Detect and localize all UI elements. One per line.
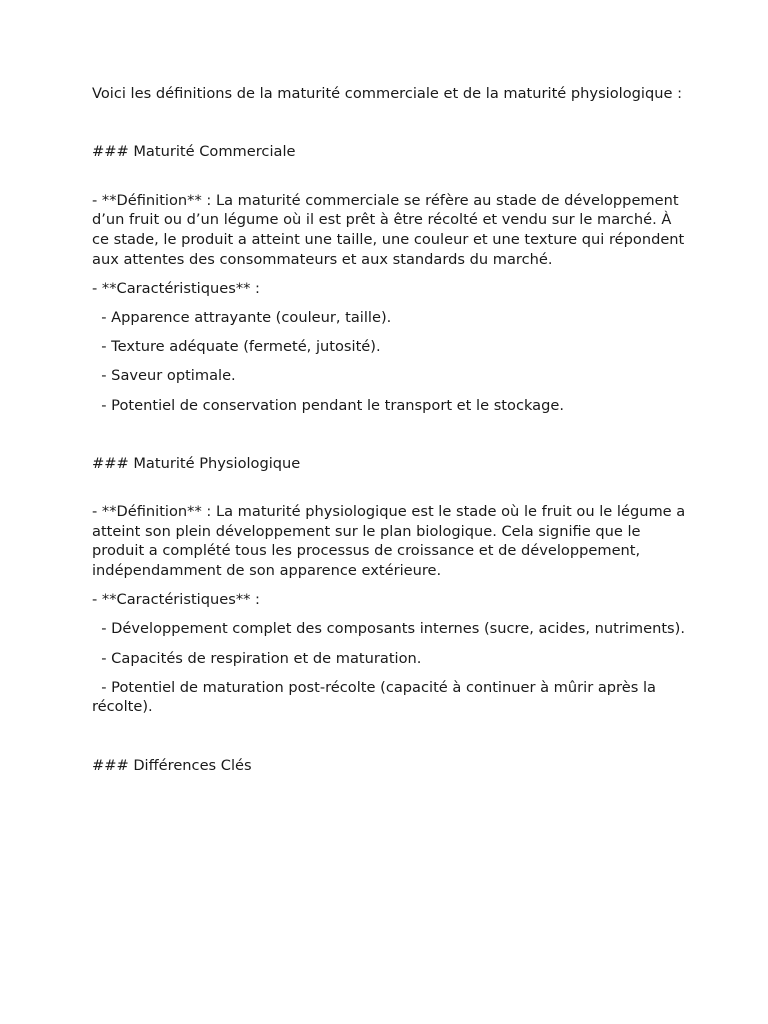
section-heading-physiologique: ### Maturité Physiologique (92, 454, 301, 472)
list-item: - Potentiel de conservation pendant le transport et le stockage. (92, 396, 564, 414)
characteristics-label-commerciale: - **Caractéristiques** : (92, 279, 260, 297)
list-item: - Texture adéquate (fermeté, jutosité). (92, 338, 381, 356)
list-item: - Apparence attrayante (couleur, taille). (92, 308, 392, 326)
spacer (92, 113, 692, 142)
characteristics-label-physiologique: - **Caractéristiques** : (92, 591, 260, 609)
spacer (92, 473, 692, 502)
list-item: - Développement complet des composants internes (sucre, acides, nutriments). (92, 620, 685, 638)
section-heading-differences: ### Différences Clés (92, 756, 252, 774)
list-item: - Capacités de respiration et de maturation. (92, 649, 422, 667)
list-item: - Potentiel de maturation post-récolte (capacité à continuer à mûrir après la récolte). (92, 678, 661, 716)
definition-commerciale: - **Définition** : La maturité commerciale se réfère au stade de développement d’un fruit ou d’un légume où il est prêt à être récolté et vendu sur le marché. À ce stade, le produit a atteint une taille, une couleur et une texture qui répondent aux attentes des consommateurs et aux standards du marché. (92, 191, 689, 268)
spacer (92, 162, 692, 191)
definition-physiologique: - **Définition** : La maturité physiologique est le stade où le fruit ou le légume a atteint son plein développement sur le plan biologique. Cela signifie que le produit a complété tous les processus de croissance et de développement, indépendamment de son apparence extérieure. (92, 503, 690, 580)
section-heading-commerciale: ### Maturité Commerciale (92, 143, 296, 161)
list-item: - Saveur optimale. (92, 367, 236, 385)
intro-paragraph: Voici les définitions de la maturité commerciale et de la maturité physiologique : (92, 85, 683, 102)
spacer (92, 727, 692, 756)
spacer (92, 425, 692, 454)
document-page (92, 84, 692, 775)
